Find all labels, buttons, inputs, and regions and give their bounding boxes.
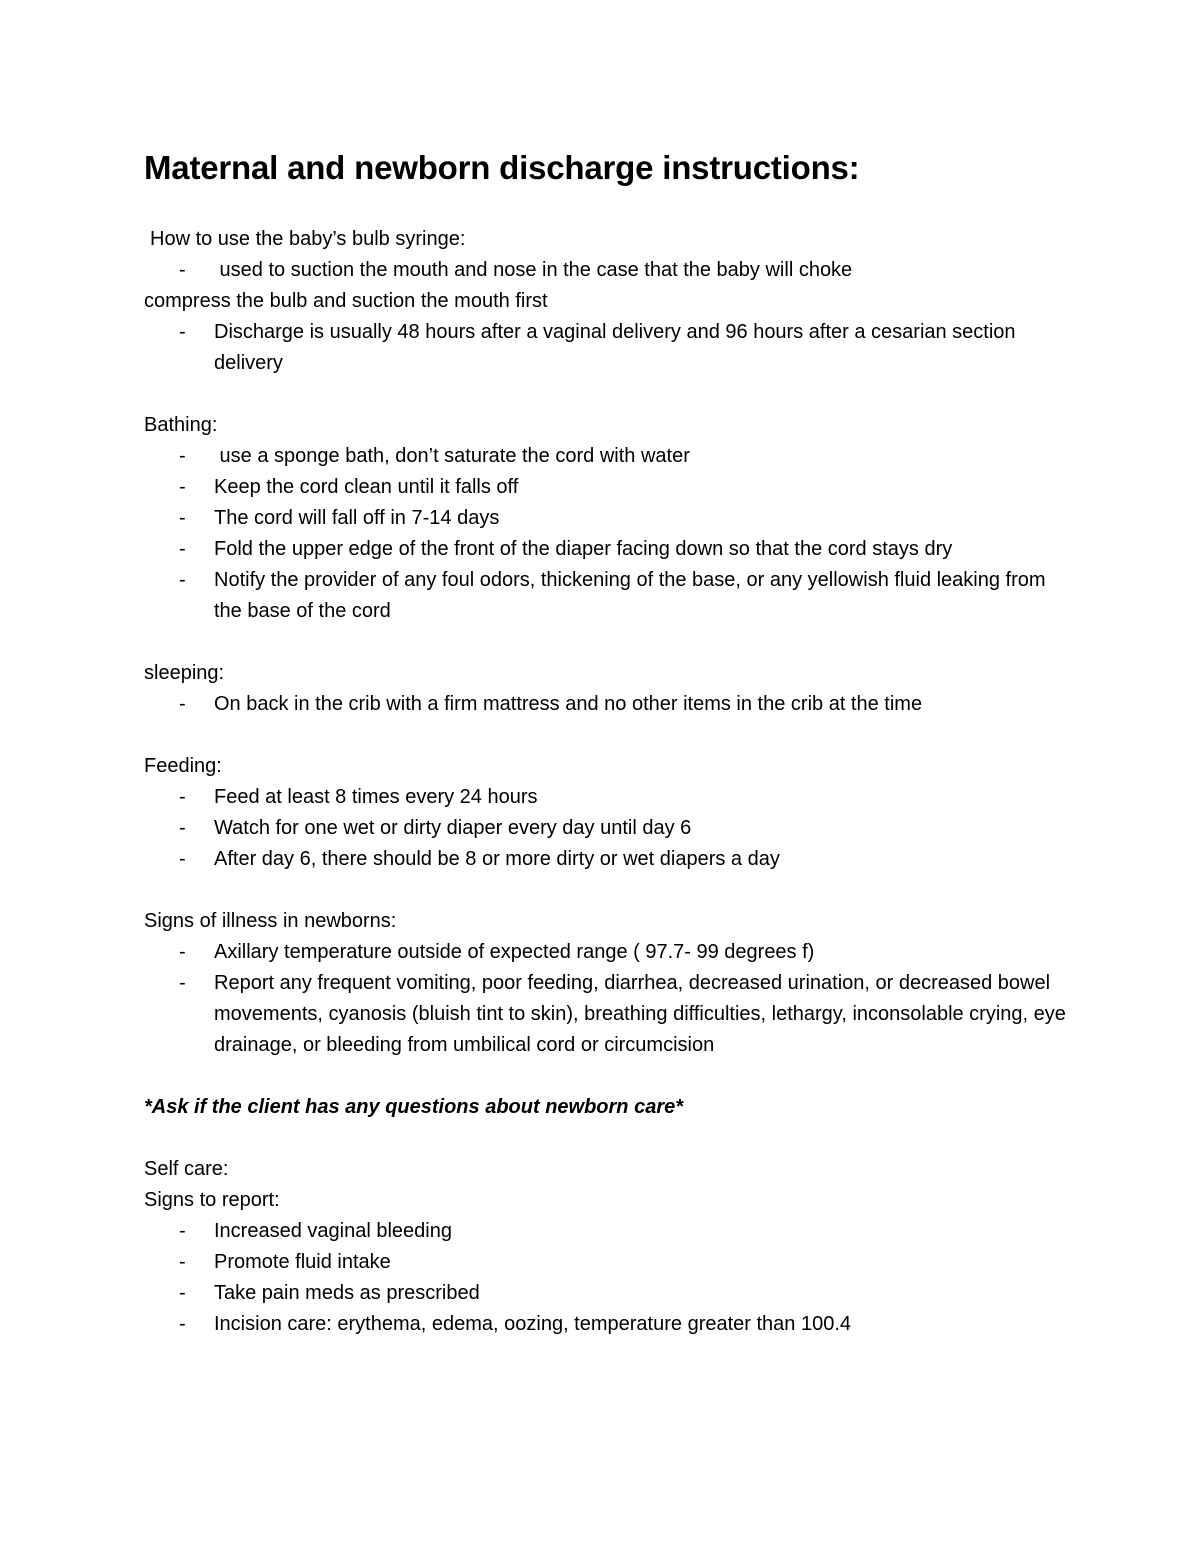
bulb-heading: How to use the baby’s bulb syringe:: [150, 228, 466, 250]
sleeping-heading: sleeping:: [144, 662, 225, 684]
bullet-dash: -: [179, 972, 186, 994]
page-title: Maternal and newborn discharge instructions:: [144, 149, 860, 186]
bulb-item-1: used to suction the mouth and nose in the case that the baby will choke: [214, 259, 853, 281]
bulb-list-2: [144, 317, 1074, 379]
bathing-heading: Bathing:: [144, 414, 218, 436]
illness-item: Report any frequent vomiting, poor feeding, diarrhea, decreased urination, or decreased bowel movements, cyanosis (bluish tint to skin), breathing difficulties, lethargy, inconsolable crying, eye drainage, or bleeding from umbilical cord or circumcision: [214, 972, 1066, 1056]
bathing-item: Notify the provider of any foul odors, thickening of the base, or any yellowish fluid leaking from the base of the cord: [214, 569, 1046, 622]
illness-list: [144, 937, 1074, 1061]
list-item: [144, 565, 1074, 627]
bullet-dash: -: [179, 1251, 186, 1273]
bullet-dash: -: [179, 259, 186, 281]
list-item: [144, 968, 1074, 1061]
list-item: [144, 1278, 1074, 1309]
newborn-care-reminder: *Ask if the client has any questions about newborn care*: [144, 1096, 684, 1118]
selfcare-item: Promote fluid intake: [214, 1251, 391, 1273]
list-item: [144, 1216, 1074, 1247]
bullet-dash: -: [179, 445, 186, 467]
bullet-dash: -: [179, 476, 186, 498]
bullet-dash: -: [179, 321, 186, 343]
illness-item: Axillary temperature outside of expected range ( 97.7- 99 degrees f): [214, 941, 815, 963]
selfcare-item: Take pain meds as prescribed: [214, 1282, 480, 1304]
list-item: [144, 534, 1074, 565]
list-item: [144, 937, 1074, 968]
document-content: [144, 148, 1074, 1340]
bulb-item-2: Discharge is usually 48 hours after a vaginal delivery and 96 hours after a cesarian section delivery: [214, 321, 1016, 374]
list-item: [144, 503, 1074, 534]
selfcare-list: [144, 1216, 1074, 1340]
list-item: [144, 317, 1074, 379]
bullet-dash: -: [179, 848, 186, 870]
list-item: [144, 813, 1074, 844]
feeding-item: Feed at least 8 times every 24 hours: [214, 786, 538, 808]
bathing-item: Fold the upper edge of the front of the diaper facing down so that the cord stays dry: [214, 538, 953, 560]
bathing-item: Keep the cord clean until it falls off: [214, 476, 519, 498]
bathing-item: use a sponge bath, don’t saturate the cord with water: [214, 445, 690, 467]
bulb-list: [144, 255, 1074, 286]
bullet-dash: -: [179, 817, 186, 839]
bullet-dash: -: [179, 1282, 186, 1304]
feeding-list: [144, 782, 1074, 875]
sleeping-item: On back in the crib with a firm mattress and no other items in the crib at the time: [214, 693, 923, 715]
list-item: [144, 844, 1074, 875]
feeding-heading: Feeding:: [144, 755, 222, 777]
selfcare-item: Incision care: erythema, edema, oozing, temperature greater than 100.4: [214, 1313, 852, 1335]
list-item: [144, 441, 1074, 472]
selfcare-subheading: Signs to report:: [144, 1189, 280, 1211]
feeding-item: After day 6, there should be 8 or more dirty or wet diapers a day: [214, 848, 780, 870]
bathing-list: [144, 441, 1074, 627]
list-item: [144, 255, 1074, 286]
bullet-dash: -: [179, 569, 186, 591]
bullet-dash: -: [179, 1313, 186, 1335]
bullet-dash: -: [179, 538, 186, 560]
illness-heading: Signs of illness in newborns:: [144, 910, 397, 932]
selfcare-item: Increased vaginal bleeding: [214, 1220, 452, 1242]
bullet-dash: -: [179, 693, 186, 715]
list-item: [144, 1247, 1074, 1278]
bullet-dash: -: [179, 786, 186, 808]
bullet-dash: -: [179, 507, 186, 529]
feeding-item: Watch for one wet or dirty diaper every day until day 6: [214, 817, 692, 839]
list-item: [144, 472, 1074, 503]
selfcare-heading: Self care:: [144, 1158, 229, 1180]
bullet-dash: -: [179, 1220, 186, 1242]
list-item: [144, 689, 1074, 720]
sleeping-list: [144, 689, 1074, 720]
bathing-item: The cord will fall off in 7-14 days: [214, 507, 500, 529]
list-item: [144, 1309, 1074, 1340]
bullet-dash: -: [179, 941, 186, 963]
bulb-continuation: compress the bulb and suction the mouth first: [144, 290, 548, 312]
list-item: [144, 782, 1074, 813]
